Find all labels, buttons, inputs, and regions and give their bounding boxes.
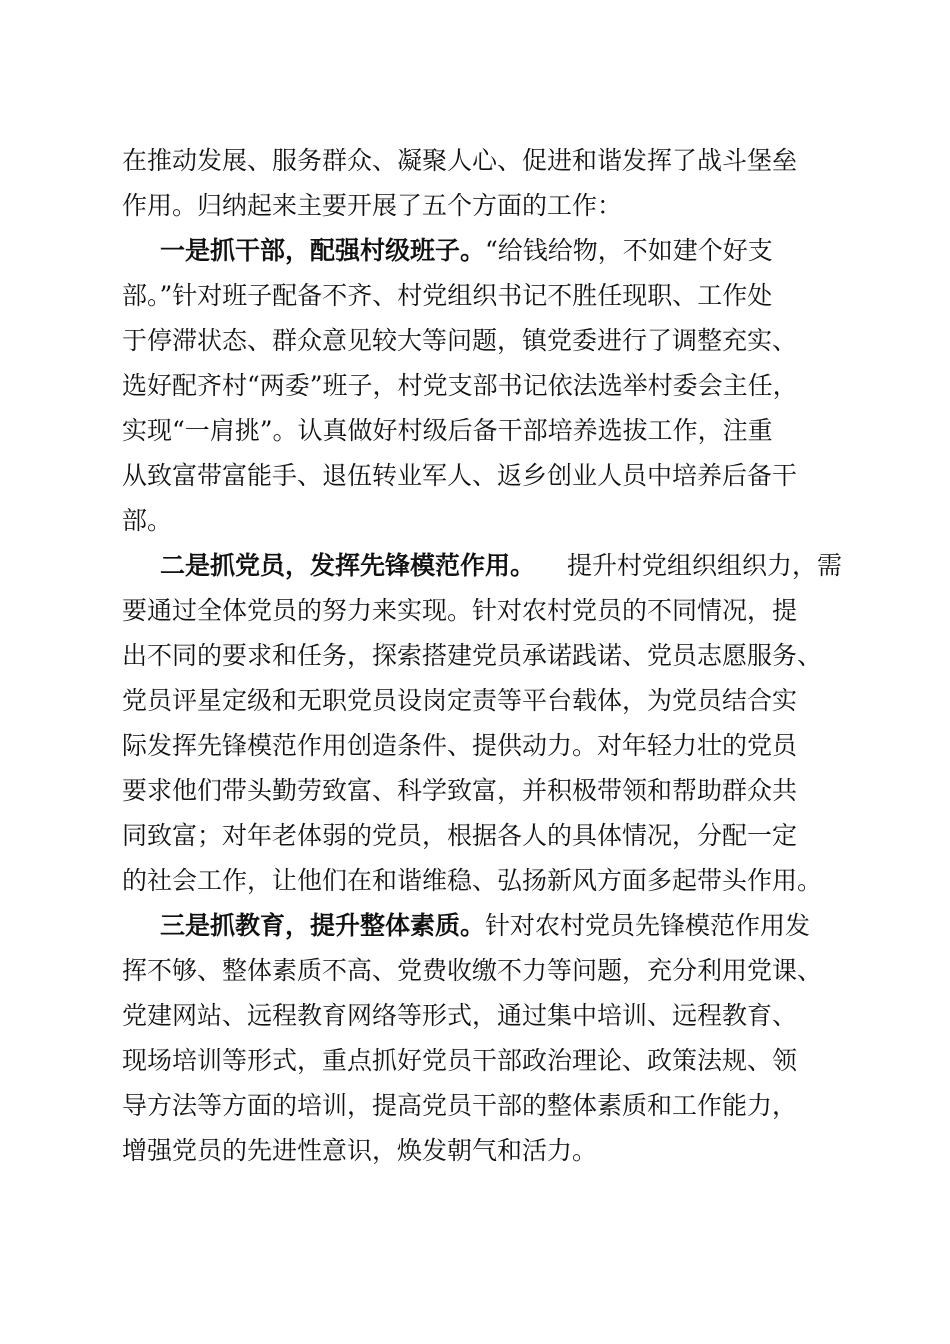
line-text: 实现“一肩挑”。认真做好村级后备干部培养选拔工作，注重 — [122, 416, 773, 445]
text-line — [0, 453, 950, 499]
line-text: 要通过全体党员的努力来实现。针对农村党员的不同情况，提 — [122, 596, 798, 625]
paragraph-lead-heading: 一是抓干部，配强村级班子。 — [160, 236, 486, 265]
line-text: 部。 — [122, 506, 173, 535]
line-text: 现场培训等形式，重点抓好党员干部政治理论、政策法规、领 — [122, 1046, 798, 1075]
line-text: 作用。归纳起来主要开展了五个方面的工作： — [122, 191, 623, 220]
line-text: 同致富；对年老体弱的党员，根据各人的具体情况，分配一定 — [122, 821, 798, 850]
line-text: “给钱给物，不如建个好支 — [485, 236, 773, 265]
line-text: 从致富带富能手、退伍转业军人、返乡创业人员中培养后备干 — [122, 461, 798, 490]
text-line — [0, 408, 950, 454]
text-line — [0, 498, 950, 544]
line-text: 增强党员的先进性意识，焕发朝气和活力。 — [122, 1136, 598, 1165]
line-text: 要求他们带头勤劳致富、科学致富，并积极带领和帮助群众共 — [122, 776, 798, 805]
line-text: 提升村党组织组织力，需 — [567, 551, 843, 580]
text-line — [0, 1128, 950, 1174]
line-text: 出不同的要求和任务，探索搭建党员承诺践诺、党员志愿服务、 — [122, 641, 823, 670]
text-line — [0, 1038, 950, 1084]
line-text: 导方法等方面的培训，提高党员干部的整体素质和工作能力， — [122, 1091, 798, 1120]
text-line — [0, 633, 950, 679]
text-line — [0, 138, 950, 184]
text-line — [0, 273, 950, 319]
text-line — [0, 723, 950, 769]
text-line — [0, 1083, 950, 1129]
text-line — [0, 588, 950, 634]
paragraph-lead-heading: 三是抓教育，提升整体素质。 — [160, 911, 486, 940]
text-line — [0, 228, 950, 274]
line-text: 际发挥先锋模范作用创造条件、提供动力。对年轻力壮的党员 — [122, 731, 798, 760]
text-line — [0, 183, 950, 229]
text-line — [0, 948, 950, 994]
line-text: 选好配齐村“两委”班子，村党支部书记依法选举村委会主任， — [122, 371, 798, 400]
text-line — [0, 768, 950, 814]
text-line — [0, 993, 950, 1039]
text-line — [0, 903, 950, 949]
text-line — [0, 678, 950, 724]
line-text: 在推动发展、服务群众、凝聚人心、促进和谐发挥了战斗堡垒 — [122, 146, 798, 175]
text-line — [0, 858, 950, 904]
line-text: 的社会工作，让他们在和谐维稳、弘扬新风方面多起带头作用。 — [122, 866, 823, 895]
paragraph-lead-heading: 二是抓党员，发挥先锋模范作用。 — [160, 551, 536, 580]
text-line — [0, 363, 950, 409]
text-line — [0, 813, 950, 859]
line-text: 挥不够、整体素质不高、党费收缴不力等问题，充分利用党课、 — [122, 956, 823, 985]
line-text: 党员评星定级和无职党员设岗定责等平台载体，为党员结合实 — [122, 686, 798, 715]
line-text: 党建网站、远程教育网络等形式，通过集中培训、远程教育、 — [122, 1001, 798, 1030]
text-line — [0, 543, 950, 589]
line-text: 于停滞状态、群众意见较大等问题，镇党委进行了调整充实、 — [122, 326, 798, 355]
line-text: 针对农村党员先锋模范作用发 — [485, 911, 811, 940]
line-text: 部。”针对班子配备不齐、村党组织书记不胜任现职、工作处 — [122, 281, 773, 310]
text-line — [0, 318, 950, 364]
